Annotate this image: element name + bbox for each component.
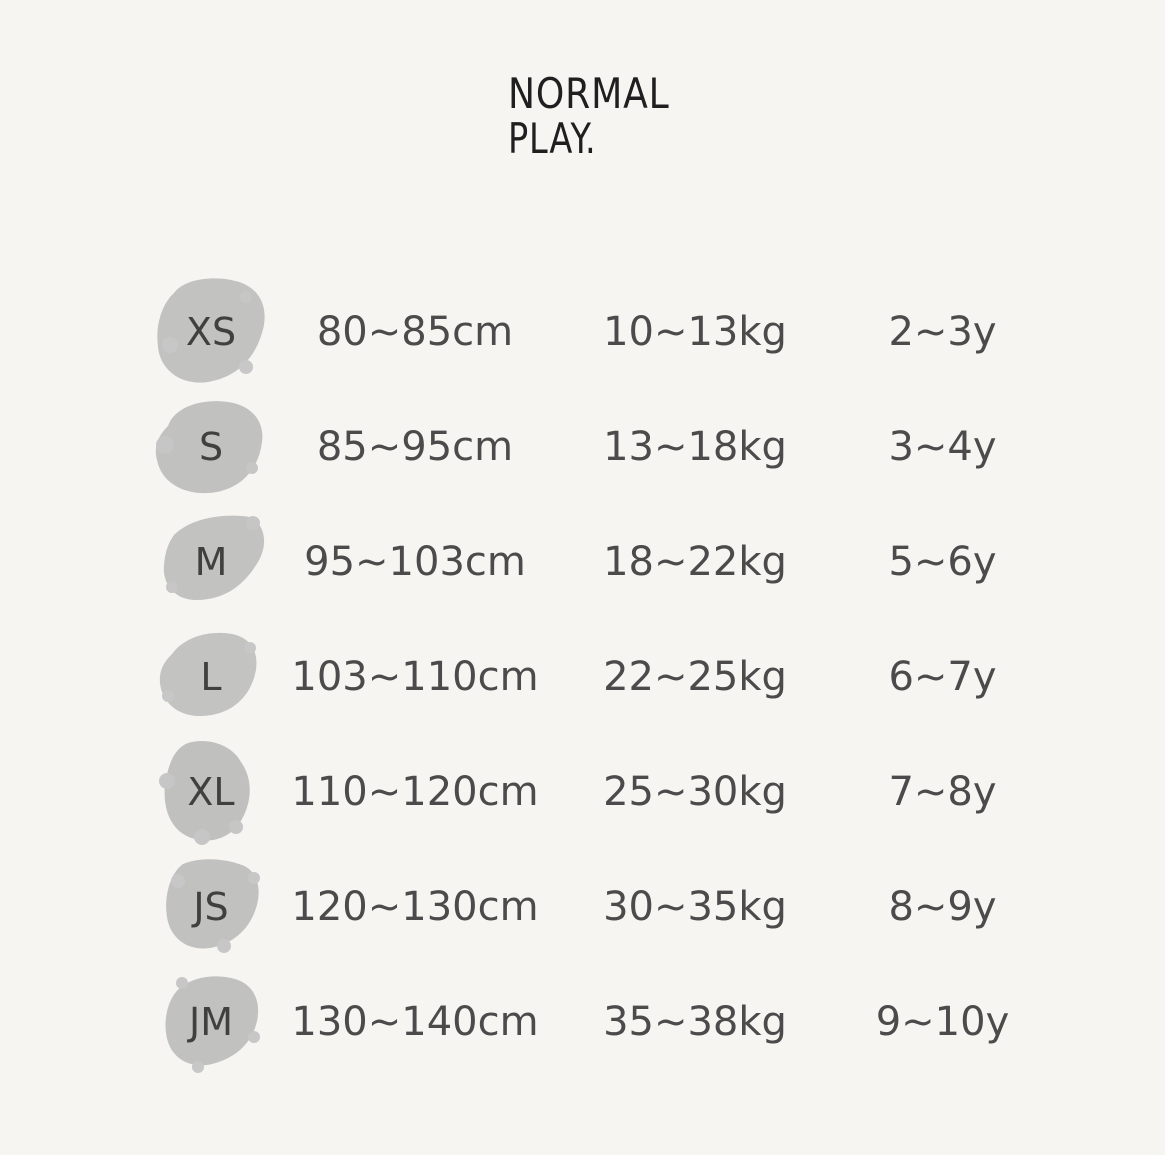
- age-cell: 7~8y: [888, 769, 997, 815]
- weight-cell: 18~22kg: [603, 539, 787, 585]
- age-cell: 8~9y: [888, 884, 997, 930]
- size-row: [0, 505, 1165, 620]
- size-label: JM: [189, 1000, 233, 1044]
- height-cell: 110~120cm: [291, 769, 539, 815]
- size-row: [0, 850, 1165, 965]
- size-label: XS: [185, 310, 237, 354]
- size-row: [0, 965, 1165, 1080]
- size-chart-table: [0, 275, 1165, 1080]
- brand-logo: [508, 66, 698, 166]
- age-cell: 3~4y: [888, 424, 997, 470]
- height-cell: 130~140cm: [291, 999, 539, 1045]
- size-label: XL: [187, 770, 235, 814]
- weight-cell: 25~30kg: [603, 769, 787, 815]
- size-row: [0, 735, 1165, 850]
- height-cell: 80~85cm: [316, 309, 514, 355]
- age-cell: 6~7y: [888, 654, 997, 700]
- weight-cell: 30~35kg: [603, 884, 787, 930]
- brand-line2: PLAY.: [508, 114, 597, 163]
- age-cell: 2~3y: [888, 309, 997, 355]
- weight-cell: 10~13kg: [603, 309, 787, 355]
- height-cell: 120~130cm: [291, 884, 539, 930]
- height-cell: 85~95cm: [316, 424, 514, 470]
- size-row: [0, 620, 1165, 735]
- height-cell: 95~103cm: [304, 539, 526, 585]
- age-cell: 5~6y: [888, 539, 997, 585]
- size-label: S: [198, 425, 224, 469]
- height-cell: 103~110cm: [291, 654, 539, 700]
- size-row: [0, 390, 1165, 505]
- age-cell: 9~10y: [875, 999, 1010, 1045]
- weight-cell: 35~38kg: [603, 999, 787, 1045]
- brand-line1: NORMAL: [508, 70, 670, 119]
- size-label: M: [194, 540, 228, 584]
- size-label: JS: [193, 885, 229, 929]
- weight-cell: 22~25kg: [603, 654, 787, 700]
- size-label: L: [200, 655, 222, 699]
- weight-cell: 13~18kg: [603, 424, 787, 470]
- size-row: [0, 275, 1165, 390]
